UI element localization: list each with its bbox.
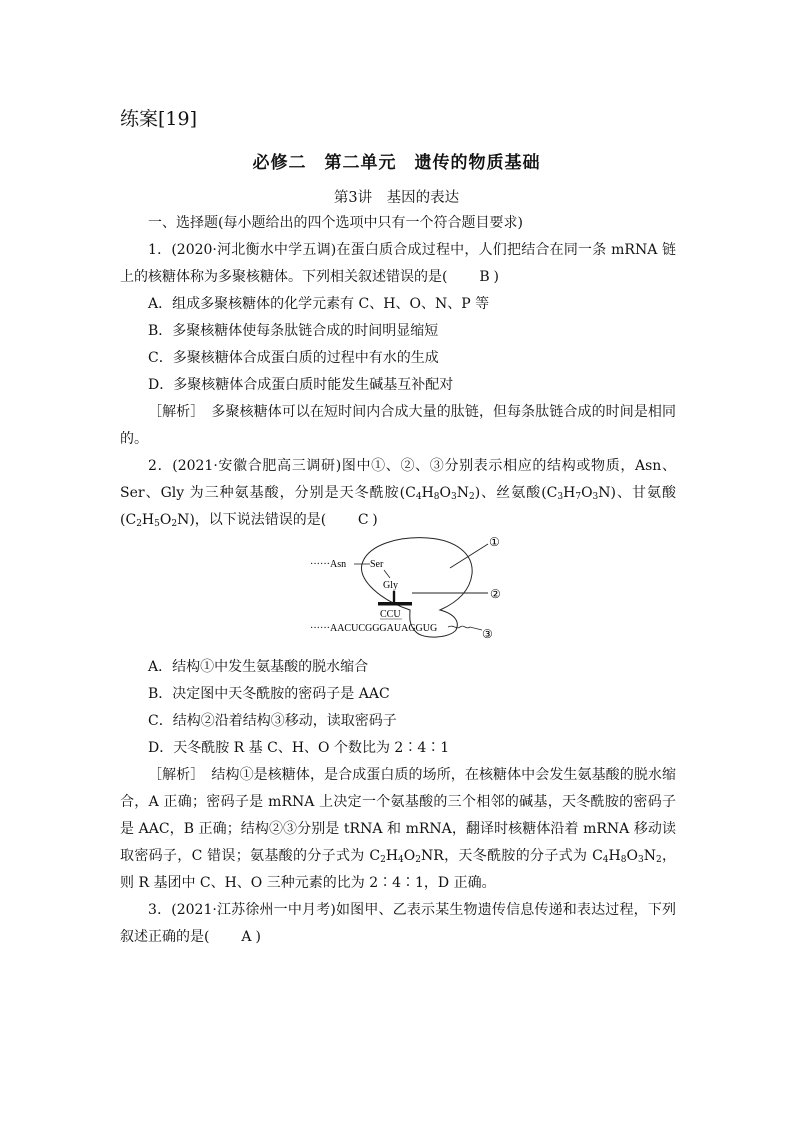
sub: 2	[171, 519, 178, 529]
text: )、甘氨酸(C	[120, 485, 677, 528]
label-gly: Gly	[383, 580, 398, 591]
question-2-option-d: D．天冬酰胺 R 基 C、H、O 个数比为 2∶4∶1	[148, 740, 450, 756]
question-2-option-c: C．结构②沿着结构③移动，读取密码子	[148, 713, 397, 729]
sub: 2	[468, 492, 475, 502]
question-1-option-d: D．多聚核糖体合成蛋白质时能发生碱基互补配对	[148, 377, 454, 393]
label-mark-2: ②	[490, 587, 501, 601]
elem: O	[159, 512, 172, 528]
sub: 3	[451, 492, 457, 502]
question-1-option-a: A．组成多聚核糖体的化学元素有 C、H、O、N、P 等	[148, 296, 490, 312]
text: )，以下说法错误的是(	[189, 512, 327, 528]
question-3-answer: A	[241, 929, 252, 945]
question-2-close: )	[372, 512, 378, 528]
elem: O	[403, 848, 416, 864]
elem: O	[439, 485, 451, 501]
question-1-stem	[120, 237, 676, 291]
elem: N	[598, 485, 611, 501]
label-mark-3: ③	[482, 627, 493, 641]
label-mark-1: ①	[489, 535, 500, 549]
trna-bar	[378, 602, 412, 606]
elem: H	[608, 848, 621, 864]
question-2-text: 2．(2021·安徽合肥高三调研)图中①、②、③分别表示相应的结构或物质，Asn、Ser、Gly 为三种氨基酸，分别是天冬酰胺(C	[120, 458, 676, 501]
analysis-text: ［解析］ 结构①是核糖体，是合成蛋白质的场所，在核糖体中会发生氨基酸的脱水缩合，A 正确；密码子是 mRNA 上决定一个氨基酸的三个相邻的碱基，天冬酰胺的密码子是 AAC，B 正确；结构②③分别是 tRNA 和 mRNA，翻译时核糖体沿着 mRNA 移动读取密码子，C 错误；氨基酸的分子式为 C	[120, 767, 676, 864]
elem: H	[563, 485, 576, 501]
question-2-option-a: A．结构①中发生氨基酸的脱水缩合	[148, 659, 369, 675]
elem: H	[141, 512, 155, 528]
sub: 3	[592, 492, 599, 502]
sub: 2	[136, 519, 142, 529]
sub: 4	[415, 492, 422, 502]
elem: N	[456, 485, 469, 501]
question-3-stem	[120, 897, 676, 951]
label-ser: Ser	[370, 559, 384, 570]
sub: 2	[415, 855, 421, 865]
label-mrna: ······AACUCGGGAUAGGUG	[310, 623, 438, 634]
question-1-text: 1．(2020·河北衡水中学五调)在蛋白质合成过程中，人们把结合在同一条 mRNA 链上的核糖体称为多聚核糖体。下列相关叙述错误的是(	[120, 242, 676, 285]
question-2-stem	[120, 453, 676, 534]
label-ccu: CCU	[380, 609, 401, 620]
sub: 7	[575, 492, 582, 502]
question-1-answer: B	[479, 269, 490, 285]
sub: 2	[380, 855, 386, 865]
question-1-option-c: C．多聚核糖体合成蛋白质的过程中有水的生成	[148, 350, 439, 366]
translation-figure	[120, 534, 676, 654]
sub: 8	[620, 855, 627, 865]
elem: H	[385, 848, 399, 864]
exercise-number: 练案[19]	[120, 108, 198, 130]
section-heading: 一、选择题(每小题给出的四个选项中只有一个符合题目要求)	[148, 215, 523, 231]
question-1-analysis: ［解析］ 多聚核糖体可以在短时间内合成大量的肽链，但每条肽链合成的时间是相同的。	[120, 404, 676, 447]
elem: N	[643, 848, 656, 864]
sub: 5	[154, 519, 160, 529]
unit-title: 必修二 第二单元 遗传的物质基础	[252, 153, 541, 173]
analysis-text-end: ，则 R 基团中 C、H、O 三种元素的比为 2∶4∶1，D 正确。	[120, 848, 677, 891]
question-2-answer: C	[357, 512, 369, 528]
elem: O	[626, 848, 638, 864]
leader-line-1	[450, 544, 488, 568]
sub: 8	[433, 492, 440, 502]
question-2-analysis	[120, 762, 676, 897]
question-1-option-b: B．多聚核糖体使每条肽链合成的时间明显缩短	[148, 323, 439, 339]
ribosome-diagram	[310, 534, 640, 652]
elem: H	[421, 485, 434, 501]
elem: N	[177, 512, 190, 528]
sub: 2	[655, 855, 662, 865]
sub: 4	[602, 855, 609, 865]
lecture-title: 第3讲 基因的表达	[333, 190, 460, 206]
question-2-option-b: B．决定图中天冬酰胺的密码子是 AAC	[148, 686, 390, 702]
text: NR，天冬酰胺的分子式为 C	[421, 848, 603, 864]
sub: 4	[398, 855, 404, 865]
label-asn: ······Asn	[310, 559, 347, 570]
question-1-close: )	[493, 269, 499, 285]
text: )、丝氨酸(C	[474, 485, 558, 501]
sub: 3	[557, 492, 564, 502]
question-3-text: 3．(2021·江苏徐州一中月考)如图甲、乙表示某生物遗传信息传递和表达过程，下列叙述正确的是(	[120, 902, 676, 945]
sub: 3	[637, 855, 644, 865]
peptide-bond-2	[384, 570, 390, 578]
document-body	[120, 210, 676, 951]
question-3-close: )	[255, 929, 261, 945]
mrna-tail	[448, 626, 482, 630]
elem: O	[581, 485, 593, 501]
